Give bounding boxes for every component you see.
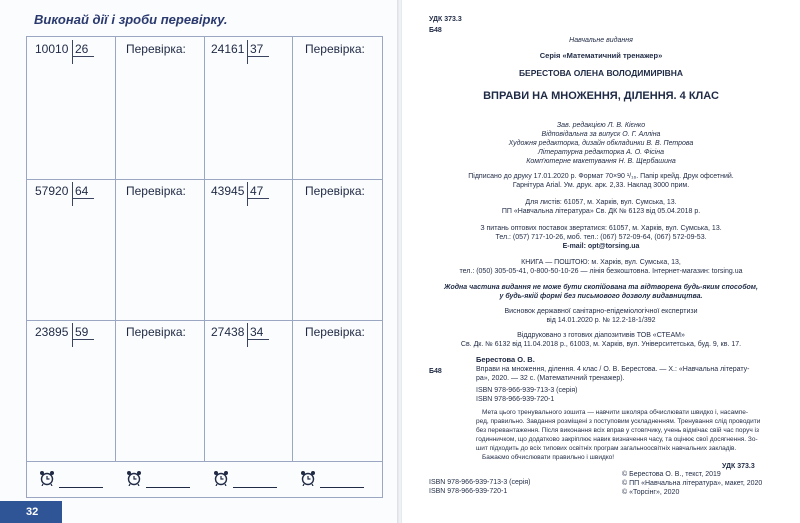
abstract-line: ред, правильно. Завдання розміщені з поступовим ускладненням. Тренування слід проводити [476, 418, 761, 425]
problem-dividend: 57920 [35, 184, 69, 198]
time-answer-line [233, 487, 277, 488]
sanitary-expertise: Висновок державної санітарно-епідеміологічної експертизи [504, 308, 698, 315]
copyright-notice: Жодна частина видання не може бути скопійована та відтворена будь-яким способом, [444, 284, 758, 291]
letters-address: Для листів: 61057, м. Харків, вул. Сумська, 13. [525, 199, 677, 206]
division-corner [247, 339, 269, 340]
author-name: БЕРЕСТОВА ОЛЕНА ВОЛОДИМИРІВНА [518, 68, 684, 78]
page-heading: Виконай дії і зроби перевірку. [34, 12, 228, 27]
grid-line [292, 37, 293, 461]
credit-line: Комп'ютерне макетування Н. В. Щербашина [526, 158, 676, 165]
print-info: Гарнітура Arial. Ум. друк. арк. 2,33. Наклад 3000 прим. [512, 182, 690, 189]
problem-divisor: 64 [75, 184, 89, 198]
left-page [0, 0, 397, 523]
credit-line: Відповідальна за випуск О. Г. Алліна [541, 131, 661, 138]
copyright-notice: у будь-якій формі без письмового дозволу видавництва. [499, 293, 703, 300]
problem-divisor: 34 [250, 325, 264, 339]
sanitary-expertise: від 14.01.2020 р. № 12.2-18-1/392 [546, 317, 656, 324]
isbn-bottom: ISBN 978-966-939-713-3 (серія) [429, 479, 531, 486]
print-info: Підписано до друку 17.01.2020 р. Формат 70×90 ¹/₁₆. Папір крейд. Друк офсетний. [468, 173, 734, 180]
division-corner [247, 182, 248, 206]
division-corner [72, 198, 94, 199]
bib-description: ра», 2020. — 32 с. (Математичний тренажер). [476, 375, 625, 382]
bib-description: Вправи на множення, ділення. 4 клас / О. В. Берестова. — Х.: «Навчальна літерату- [476, 366, 750, 373]
check-label: Перевірка: [126, 325, 186, 339]
wholesale-email: E-mail: opt@torsing.ua [562, 243, 640, 250]
bib-isbn: ISBN 978-966-939-713-3 (серія) [476, 387, 578, 394]
copyright-holder: © Берестова О. В., текст, 2019 [622, 471, 721, 478]
check-label: Перевірка: [305, 42, 365, 56]
check-label: Перевірка: [126, 184, 186, 198]
copyright-holder: © ПП «Навчальна література», макет, 2020 [622, 480, 763, 487]
isbn-bottom: ISBN 978-966-939-720-1 [429, 488, 508, 495]
problem-divisor: 26 [75, 42, 89, 56]
bib-author: Берестова О. В. [476, 355, 535, 364]
problem-dividend: 43945 [211, 184, 245, 198]
wholesale-phones: Тел.: (057) 717-10-26, моб. тел.: (067) 572-09-64, (067) 572-09-53. [495, 234, 707, 241]
division-corner [247, 40, 248, 64]
alarm-clock-icon [39, 470, 55, 486]
abstract-line: без перевантаження. Після виконання всіх вправ у стовпчику, учень відмічає свій час поруч із [476, 427, 759, 434]
abstract-line: годинничком, що додатково закріплює навик визначення часу, та оцінює свої досягнення. Зо- [476, 436, 758, 443]
bib-code: Б48 [429, 368, 442, 375]
check-label: Перевірка: [305, 184, 365, 198]
check-label: Перевірка: [305, 325, 365, 339]
alarm-clock-icon [300, 470, 316, 486]
mail-order-phones: тел.: (050) 305-05-41, 0-800-50-10-26 — лінія безкоштовна. Інтернет-магазин: torsing.ua [459, 268, 743, 275]
problem-dividend: 24161 [211, 42, 245, 56]
wholesale-address: З питань оптових поставок звертатися: 61057, м. Харків, вул. Сумська, 13. [480, 225, 722, 232]
check-label: Перевірка: [126, 42, 186, 56]
grid-line [115, 37, 116, 461]
grid-line [27, 179, 382, 180]
abstract-line: Мета цього тренувального зошита — навчити школяра обчислювати швидко і, насампе- [482, 409, 749, 416]
bbk-code: Б48 [429, 27, 442, 34]
alarm-clock-icon [213, 470, 229, 486]
udk-bottom: УДК 373.3 [722, 463, 755, 470]
division-corner [72, 182, 73, 206]
problem-dividend: 27438 [211, 325, 245, 339]
division-corner [247, 323, 248, 347]
udk-code: УДК 373.3 [429, 16, 462, 23]
exercise-grid [26, 36, 383, 498]
division-corner [72, 40, 73, 64]
book-title: ВПРАВИ НА МНОЖЕННЯ, ДІЛЕННЯ. 4 КЛАС [483, 90, 719, 102]
grid-line [27, 461, 382, 462]
grid-line [204, 37, 205, 461]
credit-line: Літературна редакторка А. О. Фісіна [538, 149, 664, 156]
publisher-license: ПП «Навчальна література» Св. ДК № 6123 від 05.04.2018 р. [501, 208, 701, 215]
problem-divisor: 59 [75, 325, 89, 339]
printing-house: Віддруковано з готових діапозитивів ТОВ «СТЕАМ» [517, 332, 685, 339]
division-corner [247, 56, 269, 57]
page-number: 32 [0, 501, 62, 523]
problem-divisor: 47 [250, 184, 264, 198]
credit-line: Художня редакторка, дизайн обкладинки В. В. Петрова [508, 140, 694, 147]
division-corner [72, 56, 94, 57]
mail-order: КНИГА — ПОШТОЮ: м. Харків, вул. Сумська, 13, [521, 259, 681, 266]
grid-line [27, 320, 382, 321]
division-corner [72, 323, 73, 347]
abstract-line: Бажаємо обчислювати правильно і швидко! [482, 454, 615, 461]
time-answer-line [320, 487, 364, 488]
time-answer-line [59, 487, 103, 488]
alarm-clock-icon [126, 470, 142, 486]
series-name: Серія «Математичний тренажер» [539, 51, 663, 60]
edition-type: Навчальне видання [569, 37, 633, 44]
credit-line: Зав. редакцією Л. В. Кієнко [556, 122, 646, 129]
bib-isbn: ISBN 978-966-939-720-1 [476, 396, 555, 403]
problem-dividend: 10010 [35, 42, 69, 56]
division-corner [247, 198, 269, 199]
right-page [402, 0, 800, 523]
problem-divisor: 37 [250, 42, 264, 56]
abstract-line: шит підходить до всіх типових освітніх програм загальноосвітніх навчальних закладів. [476, 445, 737, 452]
printing-house: Св. Дк. № 6132 від 11.04.2018 р., 61003, м. Харків, вул. Університетська, буд. 9, кв. 17. [460, 341, 742, 348]
time-answer-line [146, 487, 190, 488]
problem-dividend: 23895 [35, 325, 69, 339]
copyright-holder: © «Торсінг», 2020 [622, 489, 680, 496]
division-corner [72, 339, 94, 340]
